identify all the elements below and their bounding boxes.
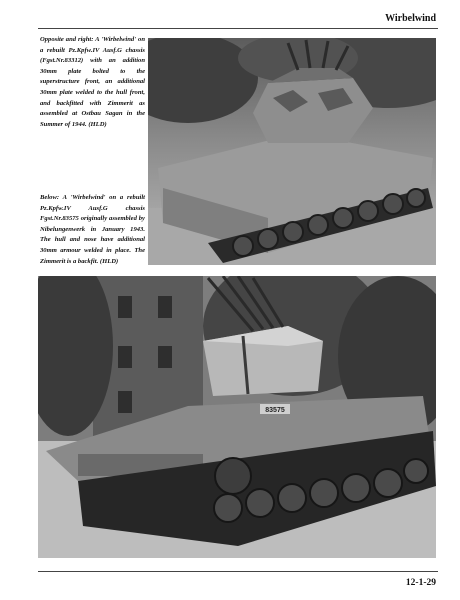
caption-top-photo: Opposite and right: A 'Wirbelwind' on a rebuilt Pz.Kpfw.IV Ausf.G chassis (Fgst.Nr.83312) with an addition 30mm plate bolted to the superstructure front, an additional 30mm plate welded to the hull front, and backfitted with Zimmerit as assembled at Ostbau Sagan in the Summer of 1944. (HLD) <box>40 36 145 128</box>
hull-number-marking: 83575 <box>265 407 285 414</box>
footer-rule <box>38 571 438 572</box>
caption-bottom-photo: Below: A 'Wirbelwind' on a rebuilt Pz.Kpfw.IV Ausf.G chassis Fgst.Nr.83575 originally assembled by Nibelungenwerk in January 1943. The hull and nose have additional 30mm armour welded in place. The Zimmerit is a backfit. (HLD) <box>40 194 145 265</box>
page-number: 12-1-29 <box>405 578 436 588</box>
header-rule <box>38 28 438 29</box>
photo-1-illustration <box>148 38 436 265</box>
photo-wirbelwind-camouflaged <box>148 38 436 265</box>
running-header-title: Wirbelwind <box>385 13 436 24</box>
photo-2-illustration <box>38 276 436 558</box>
photo-wirbelwind-by-building <box>38 276 436 558</box>
